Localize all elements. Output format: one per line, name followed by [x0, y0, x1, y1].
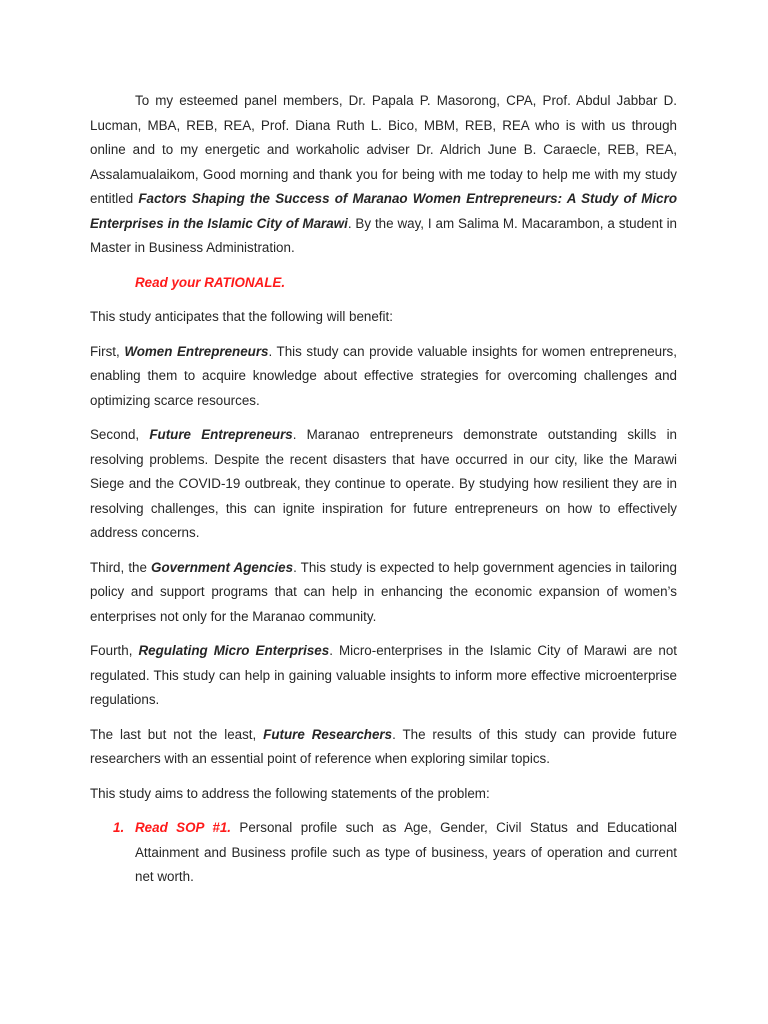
- beneficiary-text: . Micro-enterprises in the Islamic City of Marawi are not regulated. This study can help in gaining valuable insights to inform more effective microenterprise regulations.: [90, 643, 677, 707]
- beneficiary-name: Regulating Micro Enterprises: [138, 643, 330, 658]
- sop-number: 1.: [113, 820, 125, 835]
- benefit-intro: This study anticipates that the following will benefit:: [90, 309, 393, 324]
- rationale-cue: Read your RATIONALE.: [135, 274, 286, 290]
- sop-list: [90, 816, 677, 890]
- beneficiary-paragraph-government: [90, 556, 677, 630]
- beneficiary-paragraph-researchers: [90, 723, 677, 772]
- document-page: [90, 89, 677, 890]
- beneficiary-prefix: Third, the: [90, 559, 152, 575]
- beneficiary-paragraph-women: [90, 340, 677, 414]
- beneficiary-paragraph-regulating: [90, 639, 677, 713]
- beneficiary-text: . The results of this study can provide future researchers with an essential point of reference when exploring similar topics.: [90, 726, 678, 766]
- beneficiary-prefix: Second,: [90, 427, 150, 442]
- beneficiary-name: Future Researchers: [263, 726, 393, 742]
- beneficiary-prefix: Fourth,: [90, 643, 139, 658]
- sop-item: [113, 816, 677, 890]
- opening-tail-text: . By the way, I am Salima M. Macarambon, a student in Master in Business Administration.: [90, 215, 677, 255]
- beneficiary-paragraph-future-entrepreneurs: [90, 423, 677, 546]
- sop-cue: Read SOP #1.: [135, 820, 231, 835]
- study-title: Factors Shaping the Success of Maranao Women Entrepreneurs: A Study of Micro Enterprises in the Islamic City of Marawi: [90, 191, 678, 231]
- problem-intro: This study aims to address the following statements of the problem:: [90, 785, 490, 801]
- beneficiary-text: . Maranao entrepreneurs demonstrate outstanding skills in resolving problems. Despite the recent disasters that have occurred in our city, like the Marawi Siege and the COVID-19 outbreak, they continue to operate. By studying how resilient they are in resolving challenges, this can ignite inspiration for future entrepreneurs on how to effectively address concerns.: [90, 427, 677, 540]
- beneficiary-text: . This study is expected to help government agencies in tailoring policy and support programs that can help in enhancing the economic expansion of women’s enterprises not only for the Maranao community.: [90, 559, 677, 624]
- beneficiary-prefix: The last but not the least,: [90, 726, 264, 742]
- beneficiary-name: Future Entrepreneurs: [149, 427, 293, 442]
- beneficiary-name: Women Entrepreneurs: [124, 343, 269, 359]
- beneficiary-name: Government Agencies: [151, 559, 294, 575]
- opening-paragraph: [90, 89, 677, 261]
- sop-text: Personal profile such as Age, Gender, Civil Status and Educational Attainment and Business profile such as type of business, years of operation and current net worth.: [135, 820, 677, 884]
- beneficiary-text: . This study can provide valuable insights for women entrepreneurs, enabling them to acquire knowledge about effective strategies for overcoming challenges and optimizing scarce resources.: [90, 343, 677, 408]
- beneficiary-prefix: First,: [90, 343, 125, 359]
- opening-lead-text: To my esteemed panel members, Dr. Papala P. Masorong, CPA, Prof. Abdul Jabbar D. Lucman, MBA, REB, REA, Prof. Diana Ruth L. Bico, MBM, REB, REA who is with us through online and to my energetic and workaholic adviser Dr. Aldrich June B. Caraecle, REB, REA, Assalamualaikom, Good morning and thank you for being with me today to help me with my study entitled: [90, 93, 677, 206]
